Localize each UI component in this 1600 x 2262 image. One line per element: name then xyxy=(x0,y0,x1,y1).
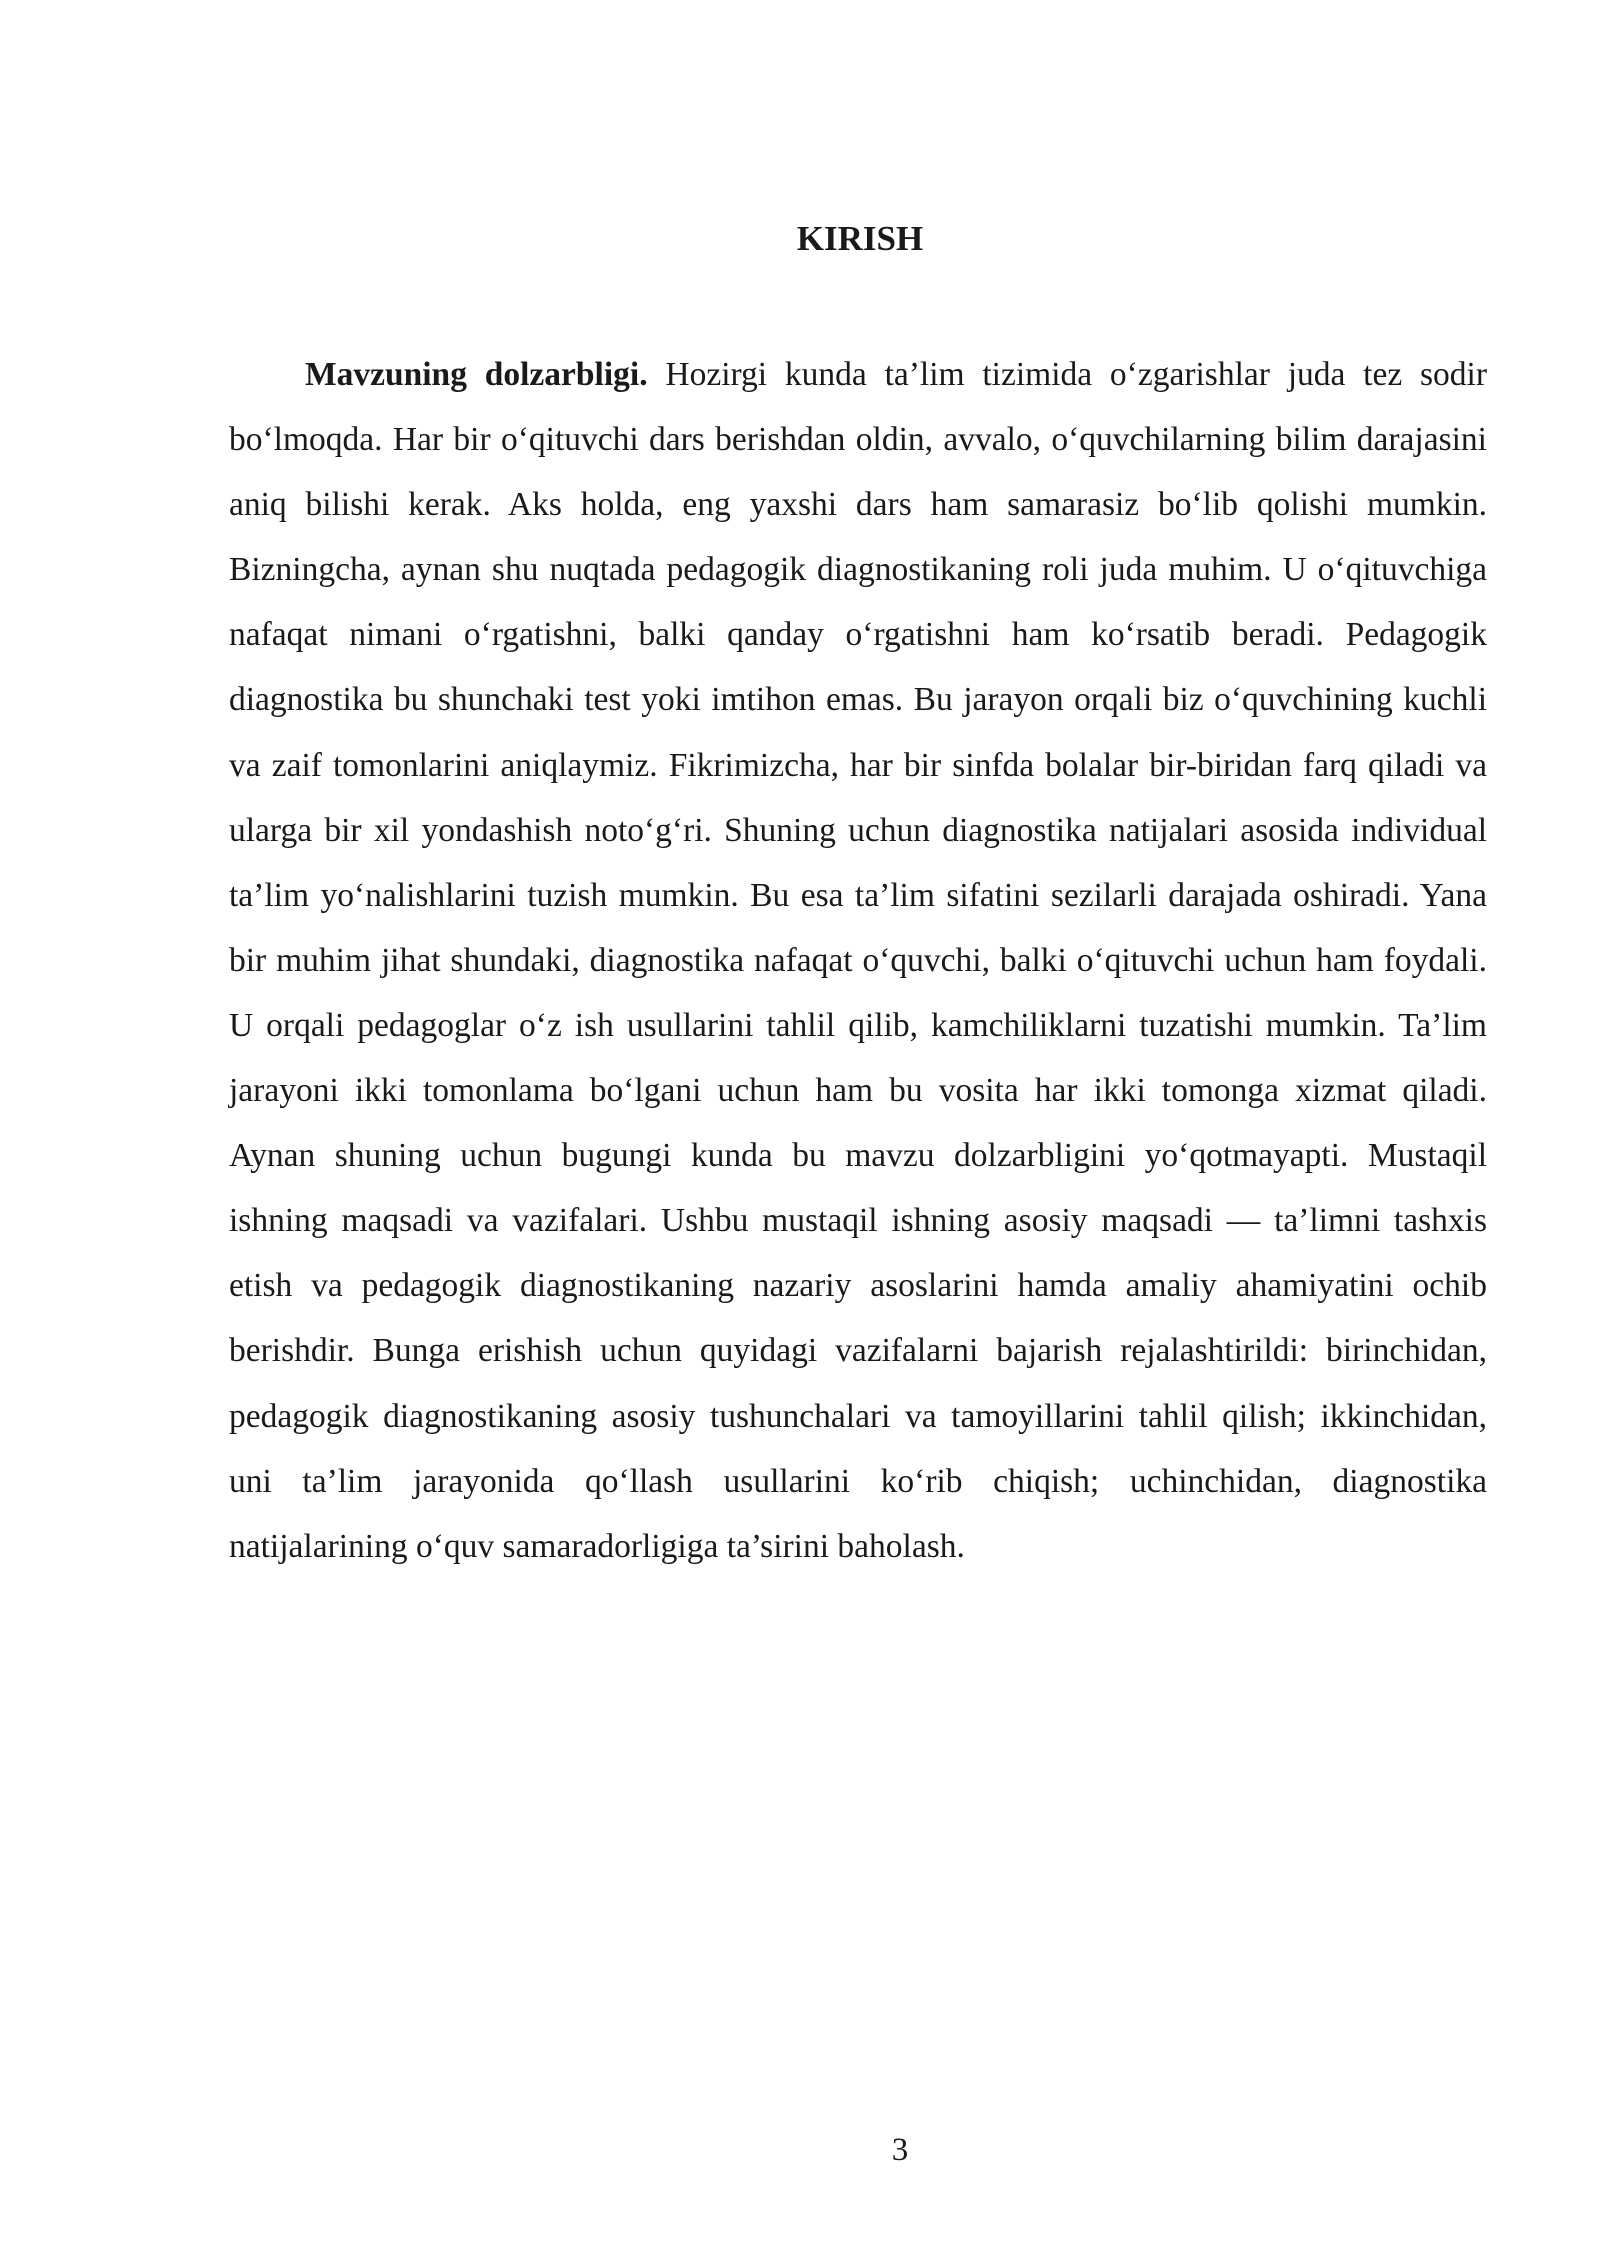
paragraph-text: Hozirgi kunda ta’lim tizimida o‘zgarishlar juda tez sodir bo‘lmoqda. Har bir o‘qituvchi dars berishdan oldin, avvalo, o‘quvchilarning bilim darajasini aniq bilishi kerak. Aks holda, eng yaxshi dars ham samarasiz bo‘lib qolishi mumkin. Bizningcha, aynan shu nuqtada pedagogik diagnostikaning roli juda muhim. U o‘qituvchiga nafaqat nimani o‘rgatishni, balki qanday o‘rgatishni ham ko‘rsatib beradi. Pedagogik diagnostika bu shunchaki test yoki imtihon emas. Bu jarayon orqali biz o‘quvchining kuchli va zaif tomonlarini aniqlaymiz. Fikrimizcha, har bir sinfda bolalar bir-biridan farq qiladi va ularga bir xil yondashish noto‘g‘ri. Shuning uchun diagnostika natijalari asosida individual ta’lim yo‘nalishlarini tuzish mumkin. Bu esa ta’lim sifatini sezilarli darajada oshiradi. Yana bir muhim jihat shundaki, diagnostika nafaqat o‘quvchi, balki o‘qituvchi uchun ham foydali. U orqali pedagoglar o‘z ish usullarini tahlil qilib, kamchiliklarni tuzatishi mumkin. Ta’lim jarayoni ikki tomonlama bo‘lgani uchun ham bu vosita har ikki tomonga xizmat qiladi. Aynan shuning uchun bugungi kunda bu mavzu dolzarbligini yo‘qotmayapti. Mustaqil ishning maqsadi va vazifalari. Ushbu mustaqil ishning asosiy maqsadi — ta’limni tashxis etish va pedagogik diagnostikaning nazariy asoslarini hamda amaliy ahamiyatini ochib berishdir. Bunga erishish uchun quyidagi vazifalarni bajarish rejalashtirildi: birinchidan, pedagogik diagnostikaning asosiy tushunchalari va tamoyillarini tahlil qilish; ikkinchidan, uni ta’lim jarayonida qo‘llash usullarini ko‘rib chiqish; uchinchidan, diagnostika natijalarining o‘quv samaradorligiga ta’sirini baholash. xyxy=(229,356,1487,1565)
body-paragraph xyxy=(229,342,1487,1579)
paragraph-lead: Mavzuning dolzarbligi. xyxy=(305,356,648,393)
section-heading: KIRISH xyxy=(796,219,924,258)
page-number: 3 xyxy=(891,2132,909,2168)
